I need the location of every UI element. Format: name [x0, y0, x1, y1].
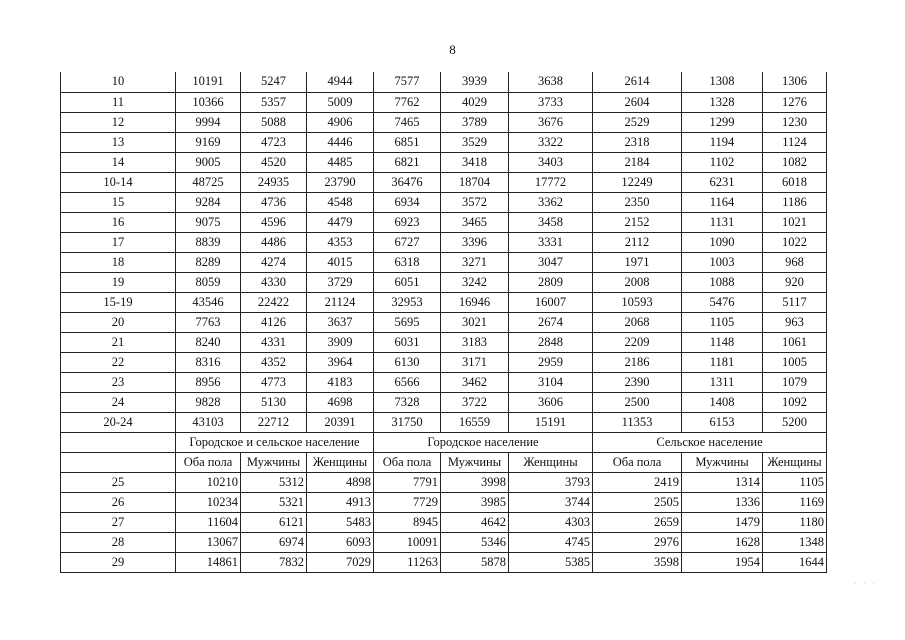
value-cell: 2209	[593, 332, 682, 352]
value-cell: 24935	[241, 172, 307, 192]
value-cell: 2848	[509, 332, 593, 352]
value-cell: 3021	[441, 312, 509, 332]
value-cell: 1348	[763, 532, 827, 552]
age-cell: 15	[61, 192, 176, 212]
value-cell: 6318	[374, 252, 441, 272]
value-cell: 3104	[509, 372, 593, 392]
value-cell: 3964	[307, 352, 374, 372]
value-cell: 2008	[593, 272, 682, 292]
value-cell: 10191	[176, 72, 241, 92]
value-cell: 7729	[374, 492, 441, 512]
value-cell: 3733	[509, 92, 593, 112]
value-cell: 3637	[307, 312, 374, 332]
table-row	[61, 232, 827, 252]
age-cell: 19	[61, 272, 176, 292]
age-cell: 27	[61, 512, 176, 532]
table-body-upper	[61, 72, 827, 432]
value-cell: 31750	[374, 412, 441, 432]
table-row	[61, 192, 827, 212]
age-cell: 15-19	[61, 292, 176, 312]
age-cell: 18	[61, 252, 176, 272]
table-row	[61, 392, 827, 412]
value-cell: 3789	[441, 112, 509, 132]
value-cell: 9075	[176, 212, 241, 232]
value-cell: 3729	[307, 272, 374, 292]
sub-header-cell: Женщины	[763, 452, 827, 472]
value-cell: 1479	[682, 512, 763, 532]
value-cell: 1954	[682, 552, 763, 572]
value-cell: 13067	[176, 532, 241, 552]
sub-header-cell: Женщины	[307, 452, 374, 472]
sub-header-cell: Оба пола	[374, 452, 441, 472]
value-cell: 3322	[509, 132, 593, 152]
value-cell: 8316	[176, 352, 241, 372]
table-row	[61, 132, 827, 152]
table-row	[61, 92, 827, 112]
age-cell: 12	[61, 112, 176, 132]
value-cell: 11263	[374, 552, 441, 572]
table-row	[61, 372, 827, 392]
value-cell: 3722	[441, 392, 509, 412]
value-cell: 5695	[374, 312, 441, 332]
value-cell: 6934	[374, 192, 441, 212]
value-cell: 6727	[374, 232, 441, 252]
value-cell: 6851	[374, 132, 441, 152]
value-cell: 1644	[763, 552, 827, 572]
table-row	[61, 552, 827, 572]
value-cell: 16007	[509, 292, 593, 312]
age-cell: 24	[61, 392, 176, 412]
age-cell: 17	[61, 232, 176, 252]
value-cell: 20391	[307, 412, 374, 432]
value-cell: 16559	[441, 412, 509, 432]
value-cell: 3418	[441, 152, 509, 172]
value-cell: 1180	[763, 512, 827, 532]
table-row	[61, 472, 827, 492]
value-cell: 3572	[441, 192, 509, 212]
value-cell: 3606	[509, 392, 593, 412]
value-cell: 8945	[374, 512, 441, 532]
value-cell: 4126	[241, 312, 307, 332]
value-cell: 6093	[307, 532, 374, 552]
value-cell: 4913	[307, 492, 374, 512]
value-cell: 8240	[176, 332, 241, 352]
value-cell: 3465	[441, 212, 509, 232]
value-cell: 8059	[176, 272, 241, 292]
value-cell: 2419	[593, 472, 682, 492]
value-cell: 3998	[441, 472, 509, 492]
value-cell: 4642	[441, 512, 509, 532]
value-cell: 2186	[593, 352, 682, 372]
value-cell: 2350	[593, 192, 682, 212]
sub-header-cell: Оба пола	[176, 452, 241, 472]
value-cell: 1971	[593, 252, 682, 272]
table-row	[61, 172, 827, 192]
value-cell: 4520	[241, 152, 307, 172]
age-cell: 13	[61, 132, 176, 152]
scan-dots: · · ·	[853, 578, 877, 588]
value-cell: 5088	[241, 112, 307, 132]
value-cell: 1328	[682, 92, 763, 112]
value-cell: 6566	[374, 372, 441, 392]
value-cell: 1276	[763, 92, 827, 112]
age-cell: 22	[61, 352, 176, 372]
value-cell: 7029	[307, 552, 374, 572]
value-cell: 6923	[374, 212, 441, 232]
value-cell: 9994	[176, 112, 241, 132]
table-row	[61, 272, 827, 292]
sub-header-cell: Мужчины	[441, 452, 509, 472]
table-row	[61, 512, 827, 532]
value-cell: 12249	[593, 172, 682, 192]
value-cell: 8289	[176, 252, 241, 272]
value-cell: 4773	[241, 372, 307, 392]
value-cell: 2318	[593, 132, 682, 152]
table-row	[61, 492, 827, 512]
value-cell: 2500	[593, 392, 682, 412]
value-cell: 5130	[241, 392, 307, 412]
value-cell: 3939	[441, 72, 509, 92]
table-row	[61, 312, 827, 332]
value-cell: 36476	[374, 172, 441, 192]
value-cell: 43103	[176, 412, 241, 432]
value-cell: 1308	[682, 72, 763, 92]
value-cell: 7465	[374, 112, 441, 132]
value-cell: 15191	[509, 412, 593, 432]
value-cell: 3458	[509, 212, 593, 232]
value-cell: 1124	[763, 132, 827, 152]
value-cell: 1314	[682, 472, 763, 492]
value-cell: 5878	[441, 552, 509, 572]
value-cell: 1408	[682, 392, 763, 412]
population-table	[60, 72, 827, 573]
value-cell: 5476	[682, 292, 763, 312]
value-cell: 3676	[509, 112, 593, 132]
table-header-section	[61, 432, 827, 472]
value-cell: 1088	[682, 272, 763, 292]
value-cell: 4944	[307, 72, 374, 92]
value-cell: 2659	[593, 512, 682, 532]
sub-header-cell: Оба пола	[593, 452, 682, 472]
value-cell: 2809	[509, 272, 593, 292]
value-cell: 3271	[441, 252, 509, 272]
value-cell: 1306	[763, 72, 827, 92]
value-cell: 3047	[509, 252, 593, 272]
value-cell: 7762	[374, 92, 441, 112]
table-row	[61, 352, 827, 372]
value-cell: 4274	[241, 252, 307, 272]
value-cell: 1082	[763, 152, 827, 172]
value-cell: 10234	[176, 492, 241, 512]
value-cell: 14861	[176, 552, 241, 572]
value-cell: 3462	[441, 372, 509, 392]
value-cell: 9828	[176, 392, 241, 412]
value-cell: 5312	[241, 472, 307, 492]
sub-header-cell: Женщины	[509, 452, 593, 472]
value-cell: 2068	[593, 312, 682, 332]
value-cell: 3403	[509, 152, 593, 172]
value-cell: 1003	[682, 252, 763, 272]
value-cell: 3242	[441, 272, 509, 292]
value-cell: 32953	[374, 292, 441, 312]
value-cell: 6821	[374, 152, 441, 172]
age-cell: 16	[61, 212, 176, 232]
value-cell: 3362	[509, 192, 593, 212]
value-cell: 1181	[682, 352, 763, 372]
value-cell: 7763	[176, 312, 241, 332]
value-cell: 3183	[441, 332, 509, 352]
value-cell: 4331	[241, 332, 307, 352]
value-cell: 4898	[307, 472, 374, 492]
value-cell: 1102	[682, 152, 763, 172]
value-cell: 21124	[307, 292, 374, 312]
value-cell: 1299	[682, 112, 763, 132]
value-cell: 4330	[241, 272, 307, 292]
value-cell: 1079	[763, 372, 827, 392]
table-row	[61, 412, 827, 432]
group-header-row	[61, 432, 827, 452]
table-row	[61, 532, 827, 552]
value-cell: 1092	[763, 392, 827, 412]
value-cell: 18704	[441, 172, 509, 192]
value-cell: 3744	[509, 492, 593, 512]
value-cell: 7577	[374, 72, 441, 92]
value-cell: 11604	[176, 512, 241, 532]
table-row	[61, 152, 827, 172]
value-cell: 4736	[241, 192, 307, 212]
value-cell: 4183	[307, 372, 374, 392]
value-cell: 3529	[441, 132, 509, 152]
value-cell: 2604	[593, 92, 682, 112]
value-cell: 1164	[682, 192, 763, 212]
value-cell: 4486	[241, 232, 307, 252]
group-header-urban: Городское население	[374, 432, 593, 452]
value-cell: 9284	[176, 192, 241, 212]
value-cell: 2976	[593, 532, 682, 552]
value-cell: 23790	[307, 172, 374, 192]
value-cell: 2152	[593, 212, 682, 232]
value-cell: 1005	[763, 352, 827, 372]
value-cell: 1105	[682, 312, 763, 332]
value-cell: 9005	[176, 152, 241, 172]
value-cell: 2505	[593, 492, 682, 512]
group-header-total: Городское и сельское население	[176, 432, 374, 452]
value-cell: 1169	[763, 492, 827, 512]
age-cell: 26	[61, 492, 176, 512]
value-cell: 1061	[763, 332, 827, 352]
value-cell: 8839	[176, 232, 241, 252]
value-cell: 6231	[682, 172, 763, 192]
value-cell: 5483	[307, 512, 374, 532]
value-cell: 5346	[441, 532, 509, 552]
value-cell: 8956	[176, 372, 241, 392]
value-cell: 4906	[307, 112, 374, 132]
value-cell: 4015	[307, 252, 374, 272]
age-cell: 20-24	[61, 412, 176, 432]
age-cell: 25	[61, 472, 176, 492]
value-cell: 1148	[682, 332, 763, 352]
sub-header-cell: Мужчины	[241, 452, 307, 472]
value-cell: 3598	[593, 552, 682, 572]
value-cell: 10210	[176, 472, 241, 492]
value-cell: 4698	[307, 392, 374, 412]
value-cell: 17772	[509, 172, 593, 192]
table-body-lower	[61, 472, 827, 572]
value-cell: 1311	[682, 372, 763, 392]
value-cell: 1628	[682, 532, 763, 552]
page-number: 8	[449, 42, 456, 57]
header-empty-cell	[61, 432, 176, 452]
value-cell: 22712	[241, 412, 307, 432]
age-cell: 29	[61, 552, 176, 572]
value-cell: 2674	[509, 312, 593, 332]
age-cell: 10-14	[61, 172, 176, 192]
value-cell: 4745	[509, 532, 593, 552]
header-empty-cell	[61, 452, 176, 472]
value-cell: 1230	[763, 112, 827, 132]
value-cell: 3396	[441, 232, 509, 252]
value-cell: 963	[763, 312, 827, 332]
value-cell: 4596	[241, 212, 307, 232]
value-cell: 6031	[374, 332, 441, 352]
value-cell: 1186	[763, 192, 827, 212]
value-cell: 5200	[763, 412, 827, 432]
value-cell: 2390	[593, 372, 682, 392]
value-cell: 2184	[593, 152, 682, 172]
value-cell: 7328	[374, 392, 441, 412]
value-cell: 4446	[307, 132, 374, 152]
value-cell: 1090	[682, 232, 763, 252]
sub-header-cell: Мужчины	[682, 452, 763, 472]
value-cell: 2959	[509, 352, 593, 372]
value-cell: 1336	[682, 492, 763, 512]
age-cell: 23	[61, 372, 176, 392]
value-cell: 6018	[763, 172, 827, 192]
value-cell: 48725	[176, 172, 241, 192]
value-cell: 5385	[509, 552, 593, 572]
value-cell: 4485	[307, 152, 374, 172]
table-row	[61, 72, 827, 92]
age-cell: 11	[61, 92, 176, 112]
value-cell: 5321	[241, 492, 307, 512]
value-cell: 4353	[307, 232, 374, 252]
value-cell: 6051	[374, 272, 441, 292]
value-cell: 7832	[241, 552, 307, 572]
value-cell: 7791	[374, 472, 441, 492]
value-cell: 11353	[593, 412, 682, 432]
age-cell: 28	[61, 532, 176, 552]
value-cell: 4723	[241, 132, 307, 152]
value-cell: 10593	[593, 292, 682, 312]
value-cell: 2614	[593, 72, 682, 92]
value-cell: 43546	[176, 292, 241, 312]
value-cell: 5247	[241, 72, 307, 92]
value-cell: 1022	[763, 232, 827, 252]
value-cell: 1021	[763, 212, 827, 232]
value-cell: 3331	[509, 232, 593, 252]
age-cell: 14	[61, 152, 176, 172]
value-cell: 2112	[593, 232, 682, 252]
value-cell: 1194	[682, 132, 763, 152]
value-cell: 6130	[374, 352, 441, 372]
value-cell: 1105	[763, 472, 827, 492]
value-cell: 5117	[763, 292, 827, 312]
table-row	[61, 212, 827, 232]
table-row	[61, 112, 827, 132]
value-cell: 3638	[509, 72, 593, 92]
table-row	[61, 332, 827, 352]
value-cell: 2529	[593, 112, 682, 132]
table-row	[61, 292, 827, 312]
value-cell: 10091	[374, 532, 441, 552]
age-cell: 20	[61, 312, 176, 332]
value-cell: 4029	[441, 92, 509, 112]
value-cell: 1131	[682, 212, 763, 232]
value-cell: 4479	[307, 212, 374, 232]
sub-header-row	[61, 452, 827, 472]
table-row	[61, 252, 827, 272]
value-cell: 6974	[241, 532, 307, 552]
value-cell: 4303	[509, 512, 593, 532]
value-cell: 5357	[241, 92, 307, 112]
value-cell: 10366	[176, 92, 241, 112]
value-cell: 3793	[509, 472, 593, 492]
value-cell: 22422	[241, 292, 307, 312]
value-cell: 3985	[441, 492, 509, 512]
value-cell: 3909	[307, 332, 374, 352]
age-cell: 21	[61, 332, 176, 352]
value-cell: 6153	[682, 412, 763, 432]
age-cell: 10	[61, 72, 176, 92]
group-header-rural: Сельское население	[593, 432, 827, 452]
value-cell: 6121	[241, 512, 307, 532]
value-cell: 920	[763, 272, 827, 292]
value-cell: 4352	[241, 352, 307, 372]
value-cell: 16946	[441, 292, 509, 312]
value-cell: 968	[763, 252, 827, 272]
value-cell: 3171	[441, 352, 509, 372]
value-cell: 5009	[307, 92, 374, 112]
value-cell: 9169	[176, 132, 241, 152]
value-cell: 4548	[307, 192, 374, 212]
